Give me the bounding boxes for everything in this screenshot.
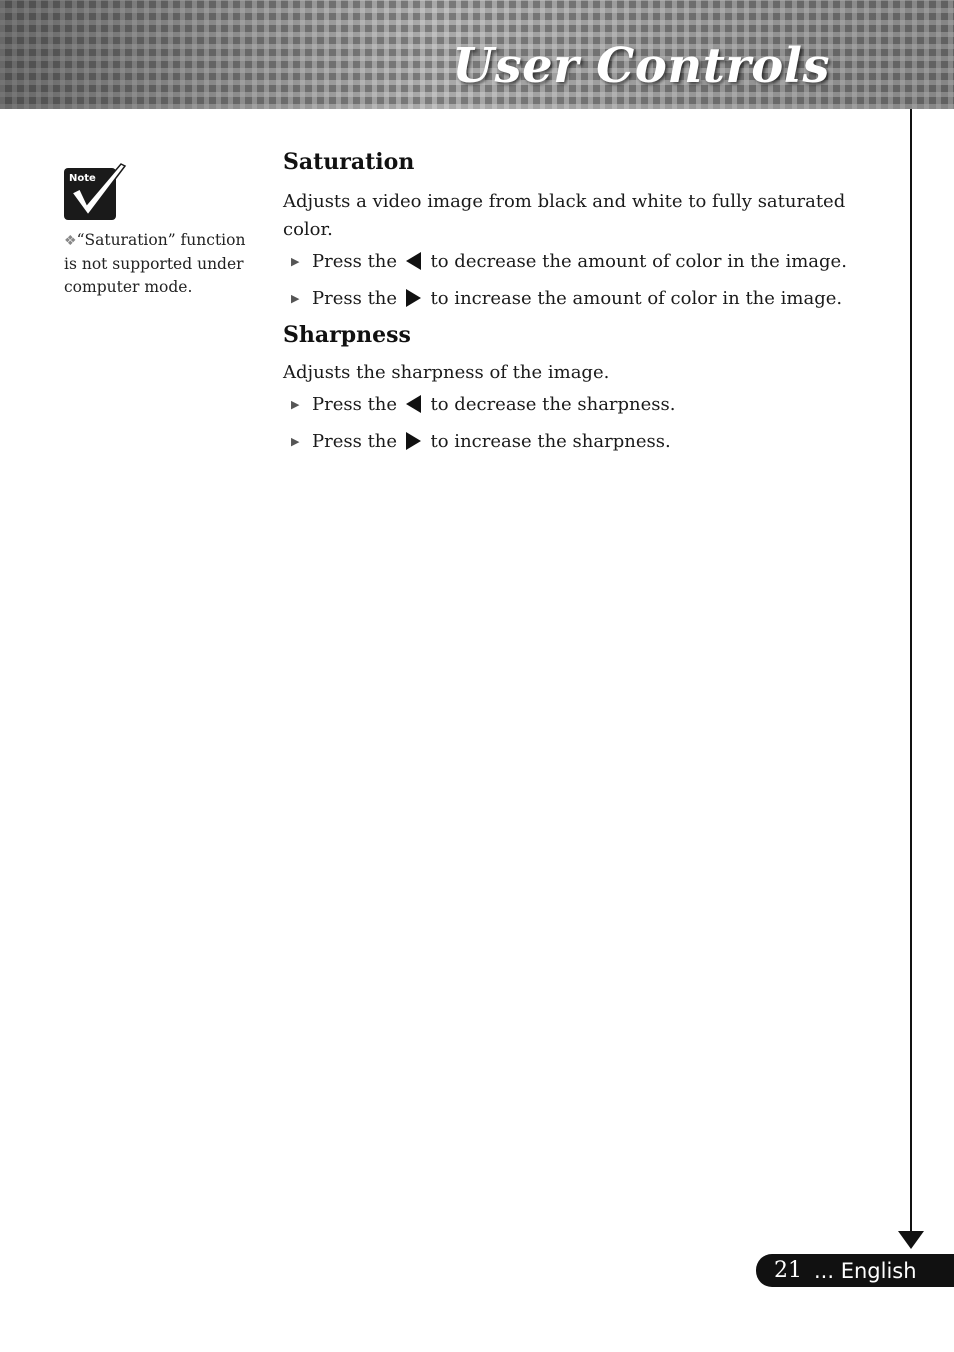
bullet-arrow-icon: ▶ <box>291 292 300 305</box>
note-bullet: ❖ <box>64 233 77 249</box>
note-text <box>64 229 260 299</box>
left-triangle-icon <box>406 252 421 270</box>
note-check-icon <box>63 160 129 224</box>
page-number: 21 <box>774 1258 802 1283</box>
bullet-arrow-icon: ▶ <box>291 435 300 448</box>
language-label: ... English <box>814 1258 917 1283</box>
right-triangle-icon <box>406 432 421 450</box>
list-item: ▶ Press the to decrease the sharpness. <box>283 386 883 423</box>
list-item: ▶ Press the to increase the amount of color in the image. <box>283 280 883 317</box>
left-triangle-icon <box>406 395 421 413</box>
section-description-saturation: Adjusts a video image from black and white to fully saturated color. <box>283 191 846 240</box>
page-title: User Controls <box>452 38 830 94</box>
right-triangle-icon <box>406 289 421 307</box>
section-description-sharpness: Adjusts the sharpness of the image. <box>283 362 610 383</box>
down-arrow-icon <box>898 1231 924 1249</box>
section-heading-saturation: Saturation <box>283 149 415 175</box>
list-item: ▶ Press the to decrease the amount of color in the image. <box>283 243 883 280</box>
section-heading-sharpness: Sharpness <box>283 322 411 348</box>
page-footer-tab <box>756 1254 954 1287</box>
note-label: Note <box>69 173 96 184</box>
bullet-arrow-icon: ▶ <box>291 255 300 268</box>
page-header-banner <box>0 0 954 109</box>
main-content <box>283 146 883 460</box>
note-body: “Saturation” function is not supported under computer mode. <box>64 231 246 296</box>
margin-rule <box>910 109 912 1235</box>
bullet-arrow-icon: ▶ <box>291 398 300 411</box>
list-item: ▶ Press the to increase the sharpness. <box>283 423 883 460</box>
